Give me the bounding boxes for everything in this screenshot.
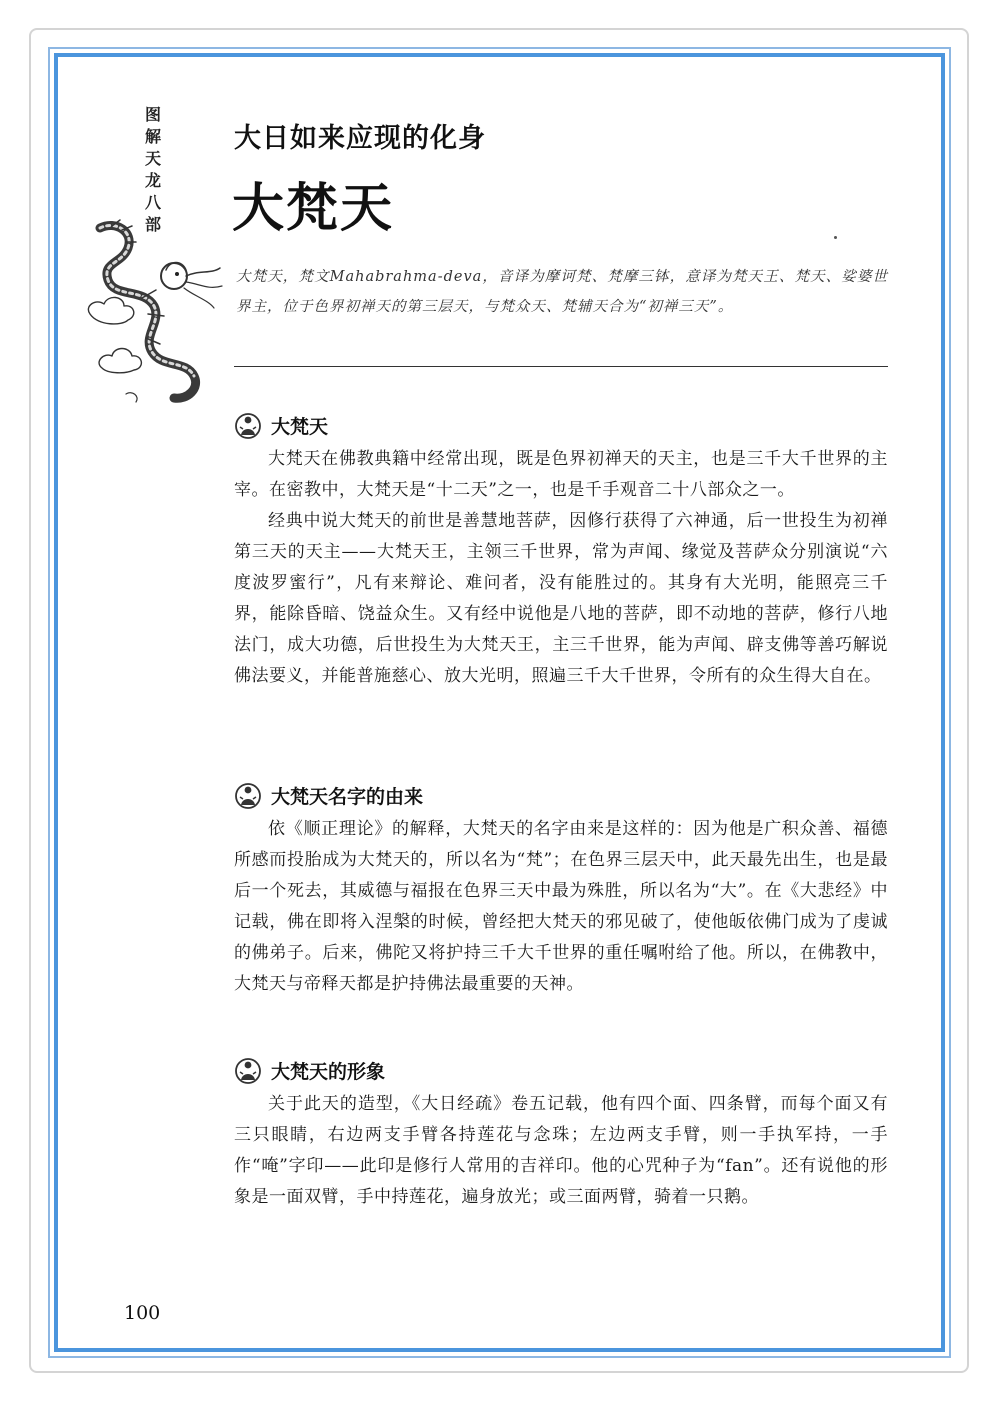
section-paragraph: 大梵天在佛教典籍中经常出现，既是色界初禅天的天主，也是三千大千世界的主宰。在密教中，大梵天是“十二天”之一，也是千手观音二十八部众之一。 (234, 449, 888, 500)
side-label-char: 八 (144, 193, 161, 212)
section-heading (234, 1055, 888, 1085)
divider-line (234, 366, 888, 367)
side-label-char: 龙 (144, 171, 161, 190)
section-name-origin (234, 780, 888, 1000)
side-running-label (138, 104, 168, 236)
side-label-char: 天 (144, 149, 161, 168)
buddha-figure-icon (234, 411, 262, 439)
speck (834, 236, 837, 239)
section-heading (234, 410, 888, 440)
section-appearance (234, 1055, 888, 1213)
section-title: 大梵天的形象 (271, 1060, 386, 1083)
intro-paragraph: 大梵天，梵文Mahabrahma-deva，音译为摩诃梵、梵摩三钵，意译为梵天王、梵天、娑婆世界主，位于色界初禅天的第三层天，与梵众天、梵辅天合为“初禅三天”。 (236, 269, 888, 315)
buddha-figure-icon (234, 781, 262, 809)
side-label-char: 解 (144, 127, 161, 146)
side-label-char: 部 (144, 215, 161, 234)
page-number: 100 (124, 1302, 161, 1324)
section-title: 大梵天名字的由来 (271, 785, 424, 808)
page-subtitle: 大日如来应现的化身 (234, 123, 486, 154)
section-dafantian (234, 410, 888, 692)
section-title: 大梵天 (271, 415, 329, 438)
section-heading (234, 780, 888, 810)
section-paragraph: 依《顺正理论》的解释，大梵天的名字由来是这样的：因为他是广积众善、福德所感而投胎成为大梵天的，所以名为“梵”；在色界三层天中，此天最先出生，也是最后一个死去，其威德与福报在色界三天中最为殊胜，所以名为“大”。在《大悲经》中记载，佛在即将入涅槃的时候，曾经把大梵天的邪见破了，使他皈依佛门成为了虔诚的佛弟子。后来，佛陀又将护持三千大千世界的重任嘱咐给了他。所以，在佛教中，大梵天与帝释天都是护持佛法最重要的天神。 (234, 819, 888, 994)
side-label-char: 图 (144, 105, 161, 124)
buddha-figure-icon (234, 1056, 262, 1084)
section-paragraph: 关于此天的造型，《大日经疏》卷五记载，他有四个面、四条臂，而每个面又有三只眼睛，右边两支手臂各持莲花与念珠；左边两支手臂，则一手执军持，一手作“唵”字印——此印是修行人常用的吉祥印。他的心咒种子为“fan”。还有说他的形象是一面双臂，手中持莲花，遍身放光；或三面两臂，骑着一只鹅。 (234, 1094, 888, 1207)
page-title: 大梵天 (232, 179, 395, 239)
dragon-illustration (82, 218, 232, 408)
section-paragraph: 经典中说大梵天的前世是善慧地菩萨，因修行获得了六神通，后一世投生为初禅第三天的天主——大梵天王，主领三千世界，常为声闻、缘觉及菩萨众分别演说“六度波罗蜜行”，凡有来辩论、难问者，没有能胜过的。其身有大光明，能照亮三千界，能除昏暗、饶益众生。又有经中说他是八地的菩萨，即不动地的菩萨，修行八地法门，成大功德，后世投生为大梵天王，主三千世界，能为声闻、辟支佛等善巧解说佛法要义，并能普施慈心、放大光明，照遍三千大千世界，令所有的众生得大自在。 (234, 511, 888, 686)
